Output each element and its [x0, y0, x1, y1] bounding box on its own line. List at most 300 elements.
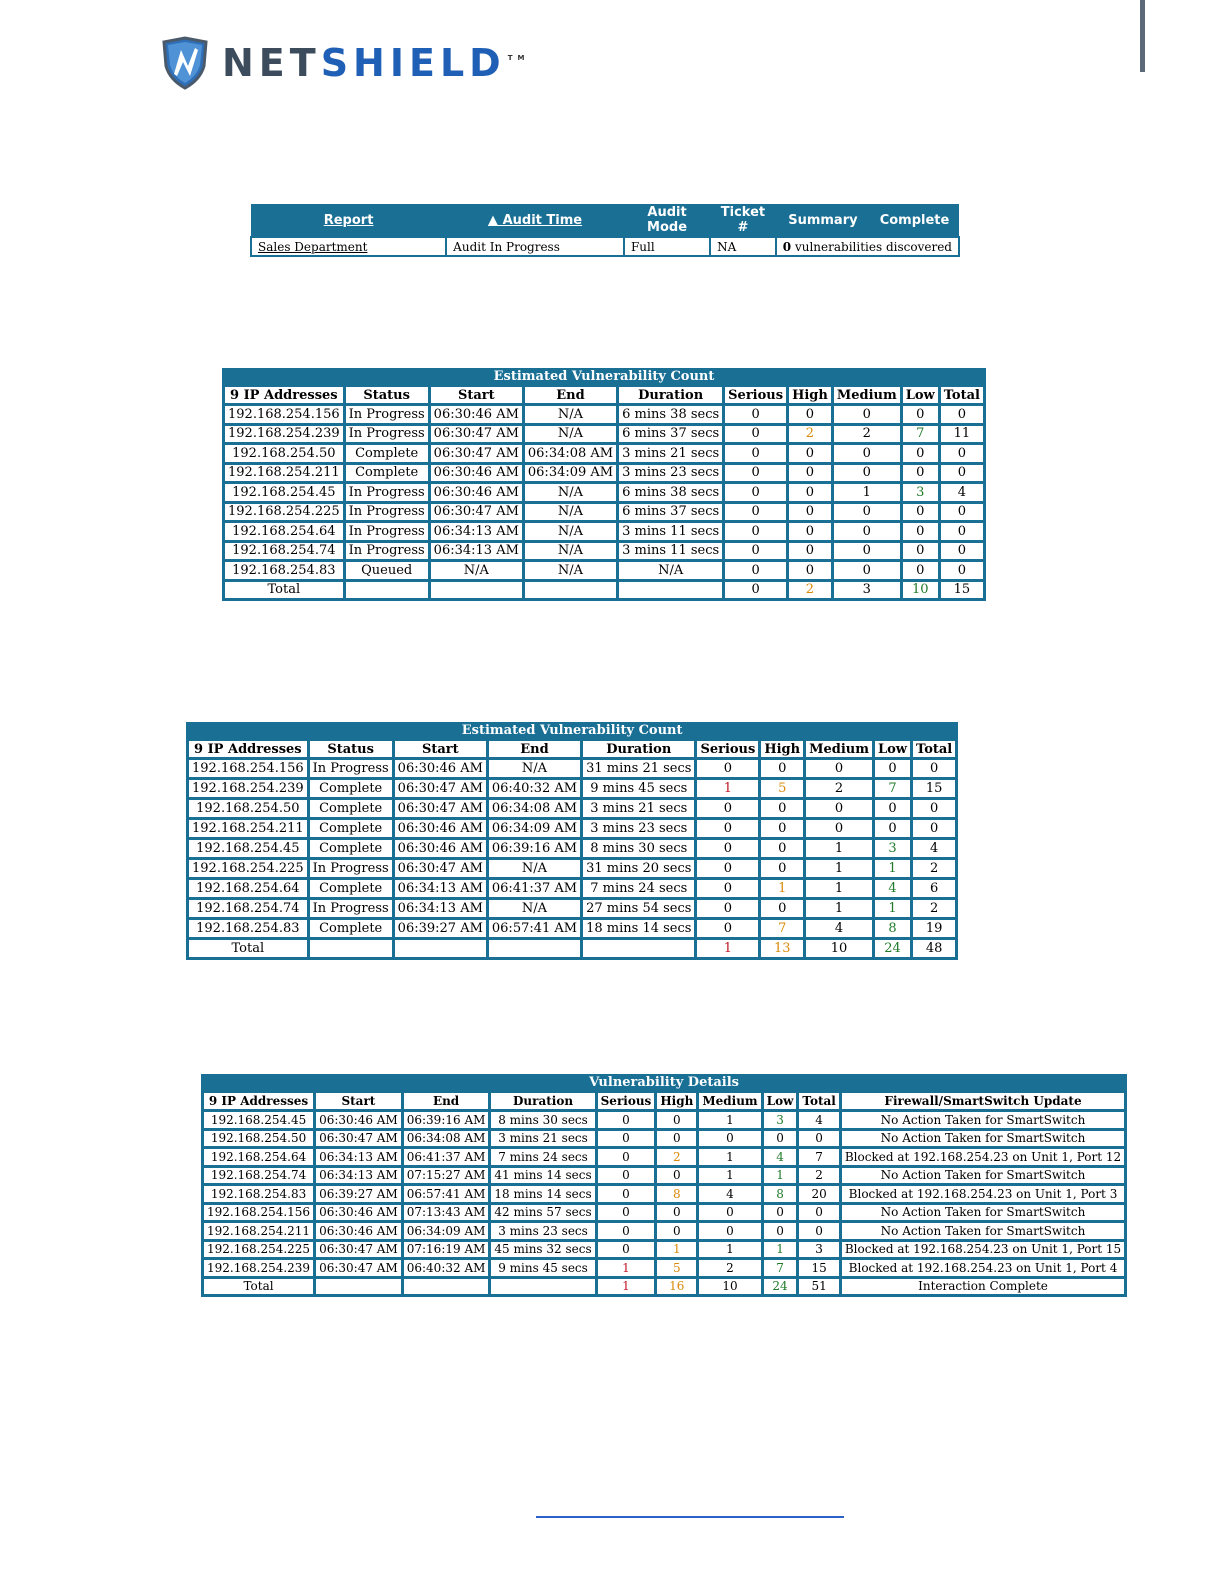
table-cell: 192.168.254.50	[189, 800, 307, 817]
column-header: Serious	[697, 741, 758, 757]
table-cell: 0	[725, 465, 786, 482]
table-cell: 1	[697, 940, 758, 957]
table-cell: N/A	[489, 900, 580, 917]
column-header: Medium	[806, 741, 872, 757]
col-summary: Summary	[776, 204, 870, 237]
table-cell: 24	[875, 940, 910, 957]
table-row	[225, 465, 983, 482]
table-cell: 06:34:13 AM	[316, 1149, 401, 1165]
table-cell: 0	[903, 445, 938, 462]
table-cell: 2	[913, 860, 955, 877]
table-cell: 1	[806, 880, 872, 897]
table-cell: 1	[875, 900, 910, 917]
column-header: Start	[431, 387, 522, 403]
column-header: Status	[346, 387, 428, 403]
table-cell: 0	[725, 562, 786, 579]
table-cell: 31 mins 20 secs	[583, 860, 694, 877]
table-cell: 0	[699, 1131, 760, 1147]
column-header: End	[525, 387, 616, 403]
table-cell: 192.168.254.225	[189, 860, 307, 877]
table-cell: 0	[697, 800, 758, 817]
table-cell: 06:30:47 AM	[431, 445, 522, 462]
table-cell: 18 mins 14 secs	[491, 1186, 594, 1202]
table-cell: 0	[764, 1131, 797, 1147]
table-cell: 192.168.254.225	[225, 504, 343, 521]
table-cell: N/A	[489, 760, 580, 777]
table-cell: 1	[699, 1168, 760, 1184]
table-title: Vulnerability Details	[201, 1074, 1127, 1090]
header-row	[225, 387, 983, 403]
table-cell: 06:30:46 AM	[431, 406, 522, 423]
table-cell: Queued	[346, 562, 428, 579]
table-cell: 0	[764, 1223, 797, 1239]
table-cell: 0	[657, 1205, 696, 1221]
table-cell: 3 mins 11 secs	[619, 543, 722, 560]
table-cell: 0	[598, 1242, 655, 1258]
table-cell: 192.168.254.211	[225, 465, 343, 482]
table-cell: In Progress	[346, 523, 428, 540]
table-cell: N/A	[431, 562, 522, 579]
table-cell: 1	[699, 1112, 760, 1128]
table-cell: 0	[806, 760, 872, 777]
table-cell: 0	[875, 820, 910, 837]
table-cell: 0	[697, 880, 758, 897]
table-row	[225, 504, 983, 521]
table-cell: 3	[799, 1242, 838, 1258]
table-cell: 0	[903, 465, 938, 482]
trademark-mark: TM	[507, 54, 530, 62]
table-cell: N/A	[525, 523, 616, 540]
table-cell: 7 mins 24 secs	[491, 1149, 594, 1165]
table-cell: 0	[789, 406, 831, 423]
table-cell: 192.168.254.45	[225, 484, 343, 501]
table-row	[204, 1112, 1124, 1128]
table-cell: 2	[657, 1149, 696, 1165]
table-cell: 192.168.254.225	[204, 1242, 313, 1258]
table-cell: 06:30:47 AM	[316, 1242, 401, 1258]
table-cell: 0	[903, 504, 938, 521]
table-cell: 06:30:47 AM	[395, 800, 486, 817]
table-cell: 3 mins 23 secs	[619, 465, 722, 482]
table-cell	[489, 940, 580, 957]
table-cell: 0	[697, 900, 758, 917]
table-cell: N/A	[525, 406, 616, 423]
table-cell: 1	[598, 1279, 655, 1295]
table-cell: 0	[903, 562, 938, 579]
table-cell: 10	[903, 582, 938, 599]
table-cell: 0	[941, 406, 983, 423]
table-title: Estimated Vulnerability Count	[186, 722, 958, 738]
table-cell: 06:30:46 AM	[431, 484, 522, 501]
brand-name-shield: SHIELD	[320, 41, 506, 85]
table-cell: 192.168.254.211	[204, 1223, 313, 1239]
table-cell: 3	[903, 484, 938, 501]
table-cell: 27 mins 54 secs	[583, 900, 694, 917]
table-cell: 9 mins 45 secs	[583, 780, 694, 797]
table-cell: Blocked at 192.168.254.23 on Unit 1, Port 12	[842, 1149, 1124, 1165]
column-header: High	[657, 1093, 696, 1109]
table-cell: 0	[657, 1168, 696, 1184]
table-cell: 192.168.254.239	[204, 1260, 313, 1276]
header-rule	[1140, 0, 1145, 72]
column-header: Total	[799, 1093, 838, 1109]
summary-count: 0	[782, 239, 792, 254]
table-cell: 45 mins 32 secs	[491, 1242, 594, 1258]
table-cell: 10	[806, 940, 872, 957]
table-cell: 7	[764, 1260, 797, 1276]
table-cell: 06:30:46 AM	[395, 840, 486, 857]
table-cell	[395, 940, 486, 957]
table-cell: 7	[875, 780, 910, 797]
table-cell: No Action Taken for SmartSwitch	[842, 1168, 1124, 1184]
table-cell: 192.168.254.74	[204, 1168, 313, 1184]
table-cell: 0	[789, 465, 831, 482]
table-cell: 192.168.254.156	[225, 406, 343, 423]
column-header: 9 IP Addresses	[204, 1093, 313, 1109]
table-cell: 0	[941, 504, 983, 521]
table-cell: In Progress	[346, 484, 428, 501]
table-cell: 3 mins 21 secs	[619, 445, 722, 462]
table-cell: N/A	[619, 562, 722, 579]
table-cell: 7	[799, 1149, 838, 1165]
table-cell: 2	[699, 1260, 760, 1276]
table-cell: 0	[799, 1131, 838, 1147]
table-cell: 4	[941, 484, 983, 501]
table-cell: No Action Taken for SmartSwitch	[842, 1223, 1124, 1239]
table-cell: 13	[761, 940, 803, 957]
total-row	[204, 1279, 1124, 1295]
table-cell: 0	[941, 523, 983, 540]
table-cell: 0	[697, 820, 758, 837]
column-header: Low	[903, 387, 938, 403]
column-header: Low	[764, 1093, 797, 1109]
table-cell: 0	[598, 1149, 655, 1165]
table-cell: 0	[598, 1112, 655, 1128]
col-audit-mode: Audit Mode	[624, 204, 710, 237]
table-cell: 192.168.254.239	[189, 780, 307, 797]
table-cell: Total	[189, 940, 307, 957]
table-cell: In Progress	[346, 543, 428, 560]
column-header: End	[404, 1093, 489, 1109]
table-cell: 1	[761, 880, 803, 897]
total-row	[189, 940, 955, 957]
col-audit-time-sort-link[interactable]: ▲ Audit Time	[446, 204, 624, 237]
table-cell: 06:41:37 AM	[489, 880, 580, 897]
column-header: Start	[395, 741, 486, 757]
table-cell: 06:39:16 AM	[404, 1112, 489, 1128]
table-cell: N/A	[489, 860, 580, 877]
table-cell: 06:30:47 AM	[395, 860, 486, 877]
table-cell: 06:30:47 AM	[316, 1260, 401, 1276]
table-cell: 19	[913, 920, 955, 937]
netshield-logo	[160, 36, 529, 90]
column-header: Firewall/SmartSwitch Update	[842, 1093, 1124, 1109]
table-cell: 0	[657, 1112, 696, 1128]
table-cell: 06:30:46 AM	[316, 1205, 401, 1221]
table-row	[189, 800, 955, 817]
table-cell: 4	[764, 1149, 797, 1165]
table-cell: Blocked at 192.168.254.23 on Unit 1, Port 4	[842, 1260, 1124, 1276]
table-row	[189, 920, 955, 937]
shield-logo-icon	[160, 36, 210, 90]
table-cell: Total	[204, 1279, 313, 1295]
table-cell: 1	[657, 1242, 696, 1258]
table-cell: 0	[697, 860, 758, 877]
table-cell: 0	[725, 523, 786, 540]
audit-list-table	[250, 204, 960, 257]
table-cell: 8 mins 30 secs	[583, 840, 694, 857]
table-row	[225, 562, 983, 579]
table-cell: 2	[913, 900, 955, 917]
table-cell: 192.168.254.45	[204, 1112, 313, 1128]
vulnerability-details-table	[201, 1074, 1127, 1297]
table-cell: 0	[806, 820, 872, 837]
table-cell: 8	[657, 1186, 696, 1202]
table-cell: 1	[875, 860, 910, 877]
table-cell: 9 mins 45 secs	[491, 1260, 594, 1276]
table-cell: In Progress	[310, 860, 392, 877]
table-cell: 8	[764, 1186, 797, 1202]
table-cell: 06:39:16 AM	[489, 840, 580, 857]
column-header: 9 IP Addresses	[189, 741, 307, 757]
col-ticket: Ticket #	[710, 204, 776, 237]
table-cell: 192.168.254.156	[189, 760, 307, 777]
column-header: Medium	[699, 1093, 760, 1109]
header-row	[204, 1093, 1124, 1109]
table-cell: 42 mins 57 secs	[491, 1205, 594, 1221]
table-cell	[525, 582, 616, 599]
table-cell: 0	[799, 1223, 838, 1239]
table-row	[204, 1149, 1124, 1165]
table-cell: 06:34:08 AM	[525, 445, 616, 462]
table-cell: 3	[875, 840, 910, 857]
table-cell: 0	[789, 562, 831, 579]
table-cell: 0	[834, 504, 900, 521]
table-title: Estimated Vulnerability Count	[222, 368, 986, 384]
table-cell	[316, 1279, 401, 1295]
table-cell: 0	[941, 465, 983, 482]
report-link[interactable]: Sales Department	[251, 237, 446, 256]
table-cell: 15	[913, 780, 955, 797]
table-cell: 7	[903, 426, 938, 443]
table-cell: 0	[834, 445, 900, 462]
table-cell: 0	[725, 406, 786, 423]
audit-row	[251, 237, 959, 256]
table-cell: 2	[789, 582, 831, 599]
table-cell: 0	[834, 406, 900, 423]
table-cell: 0	[598, 1186, 655, 1202]
table-cell: 06:30:46 AM	[316, 1112, 401, 1128]
table-cell: 4	[806, 920, 872, 937]
table-cell: Complete	[310, 820, 392, 837]
table-cell: 0	[761, 800, 803, 817]
column-header: Serious	[725, 387, 786, 403]
table-cell	[404, 1279, 489, 1295]
table-cell: 0	[699, 1223, 760, 1239]
table-cell: 06:34:09 AM	[404, 1223, 489, 1239]
table-cell: 0	[903, 523, 938, 540]
table-row	[204, 1242, 1124, 1258]
column-header: Duration	[619, 387, 722, 403]
table-cell: 06:34:13 AM	[395, 900, 486, 917]
table-cell: In Progress	[346, 426, 428, 443]
table-cell: 41 mins 14 secs	[491, 1168, 594, 1184]
column-header: End	[489, 741, 580, 757]
table-cell: In Progress	[346, 504, 428, 521]
audit-time-cell: Audit In Progress	[446, 237, 624, 256]
table-cell: 6 mins 38 secs	[619, 484, 722, 501]
table-cell: 0	[699, 1205, 760, 1221]
table-row	[225, 406, 983, 423]
total-row	[225, 582, 983, 599]
table-cell: 0	[913, 800, 955, 817]
table-cell: 0	[598, 1168, 655, 1184]
table-cell: Blocked at 192.168.254.23 on Unit 1, Port 15	[842, 1242, 1124, 1258]
table-cell: 0	[598, 1205, 655, 1221]
table-row	[204, 1131, 1124, 1147]
table-cell: 06:34:09 AM	[489, 820, 580, 837]
table-cell: 0	[941, 543, 983, 560]
table-cell: N/A	[525, 504, 616, 521]
table-cell: 0	[761, 760, 803, 777]
table-row	[204, 1223, 1124, 1239]
table-cell: N/A	[525, 484, 616, 501]
table-cell: 0	[697, 760, 758, 777]
table-cell: 4	[699, 1186, 760, 1202]
col-report-sort-link[interactable]: Report	[251, 204, 446, 237]
column-header: Total	[941, 387, 983, 403]
table-row	[204, 1168, 1124, 1184]
table-cell: 3 mins 23 secs	[491, 1223, 594, 1239]
table-cell: 0	[941, 562, 983, 579]
table-cell: 0	[789, 523, 831, 540]
table-cell: 1	[806, 900, 872, 917]
table-cell: 06:34:13 AM	[431, 543, 522, 560]
table-cell: 0	[834, 465, 900, 482]
table-cell: 1	[834, 484, 900, 501]
table-row	[225, 484, 983, 501]
audit-header-row	[251, 204, 959, 237]
brand-name-net: NET	[222, 41, 321, 85]
table-cell: 8 mins 30 secs	[491, 1112, 594, 1128]
table-cell: 0	[761, 900, 803, 917]
table-cell: 1	[697, 780, 758, 797]
brand-wordmark	[222, 41, 530, 85]
table-cell: Complete	[310, 780, 392, 797]
audit-mode-cell: Full	[624, 237, 710, 256]
ticket-cell: NA	[710, 237, 776, 256]
table-cell: 3 mins 23 secs	[583, 820, 694, 837]
table-row	[189, 880, 955, 897]
table-cell: 06:34:13 AM	[316, 1168, 401, 1184]
table-cell: 15	[799, 1260, 838, 1276]
table-cell: 06:57:41 AM	[404, 1186, 489, 1202]
table-cell: 0	[789, 504, 831, 521]
table-cell: 4	[875, 880, 910, 897]
table-cell: 192.168.254.83	[189, 920, 307, 937]
table-row	[189, 840, 955, 857]
table-cell: 192.168.254.50	[204, 1131, 313, 1147]
table-cell: 18 mins 14 secs	[583, 920, 694, 937]
table-cell: 07:16:19 AM	[404, 1242, 489, 1258]
table-cell: 6 mins 37 secs	[619, 504, 722, 521]
table-cell: 192.168.254.83	[225, 562, 343, 579]
table-cell: 192.168.254.45	[189, 840, 307, 857]
column-header: Duration	[583, 741, 694, 757]
table-cell: 0	[697, 920, 758, 937]
table-row	[189, 760, 955, 777]
table-row	[225, 445, 983, 462]
table-cell: 1	[699, 1242, 760, 1258]
table-cell: 0	[913, 760, 955, 777]
table-cell: N/A	[525, 562, 616, 579]
footer-link-underline[interactable]	[536, 1516, 844, 1518]
table-cell: 06:34:13 AM	[431, 523, 522, 540]
table-cell: 06:30:47 AM	[431, 426, 522, 443]
table-cell: 1	[806, 840, 872, 857]
table-cell: 06:57:41 AM	[489, 920, 580, 937]
table-cell: 0	[725, 543, 786, 560]
table-cell: 11	[941, 426, 983, 443]
table-cell	[619, 582, 722, 599]
table-cell: 192.168.254.74	[225, 543, 343, 560]
col-complete: Complete	[870, 204, 959, 237]
table-cell: Total	[225, 582, 343, 599]
table-cell: 6 mins 38 secs	[619, 406, 722, 423]
table-row	[204, 1186, 1124, 1202]
table-cell: 06:41:37 AM	[404, 1149, 489, 1165]
table-cell: 1	[699, 1149, 760, 1165]
table-cell: 1	[598, 1260, 655, 1276]
table-cell: 0	[941, 445, 983, 462]
table-cell: 0	[657, 1131, 696, 1147]
table-cell: 0	[761, 840, 803, 857]
table-cell: 10	[699, 1279, 760, 1295]
table-cell: 06:30:47 AM	[431, 504, 522, 521]
table-cell: 4	[799, 1112, 838, 1128]
table-cell: 24	[764, 1279, 797, 1295]
table-cell: 2	[834, 426, 900, 443]
table-cell: 0	[913, 820, 955, 837]
table-cell: Interaction Complete	[842, 1279, 1124, 1295]
table-cell	[491, 1279, 594, 1295]
table-cell: 06:39:27 AM	[316, 1186, 401, 1202]
table-cell: 0	[725, 445, 786, 462]
table-cell: 06:40:32 AM	[404, 1260, 489, 1276]
table-cell: 0	[799, 1205, 838, 1221]
table-cell: In Progress	[310, 760, 392, 777]
column-header: High	[789, 387, 831, 403]
table-cell: 0	[764, 1205, 797, 1221]
table-cell: 06:30:46 AM	[395, 820, 486, 837]
table-cell: 06:34:09 AM	[525, 465, 616, 482]
table-cell: 06:30:47 AM	[395, 780, 486, 797]
table-cell: 06:34:08 AM	[404, 1131, 489, 1147]
table-cell: Complete	[346, 465, 428, 482]
table-cell: 0	[789, 484, 831, 501]
column-header: Duration	[491, 1093, 594, 1109]
table-cell: 5	[657, 1260, 696, 1276]
table-cell	[346, 582, 428, 599]
table-cell: 0	[725, 582, 786, 599]
table-row	[204, 1260, 1124, 1276]
table-row	[189, 860, 955, 877]
column-header: Serious	[598, 1093, 655, 1109]
table-cell: 0	[875, 800, 910, 817]
summary-text: vulnerabilities discovered	[794, 239, 952, 254]
table-cell: 3	[764, 1112, 797, 1128]
table-cell: 06:40:32 AM	[489, 780, 580, 797]
